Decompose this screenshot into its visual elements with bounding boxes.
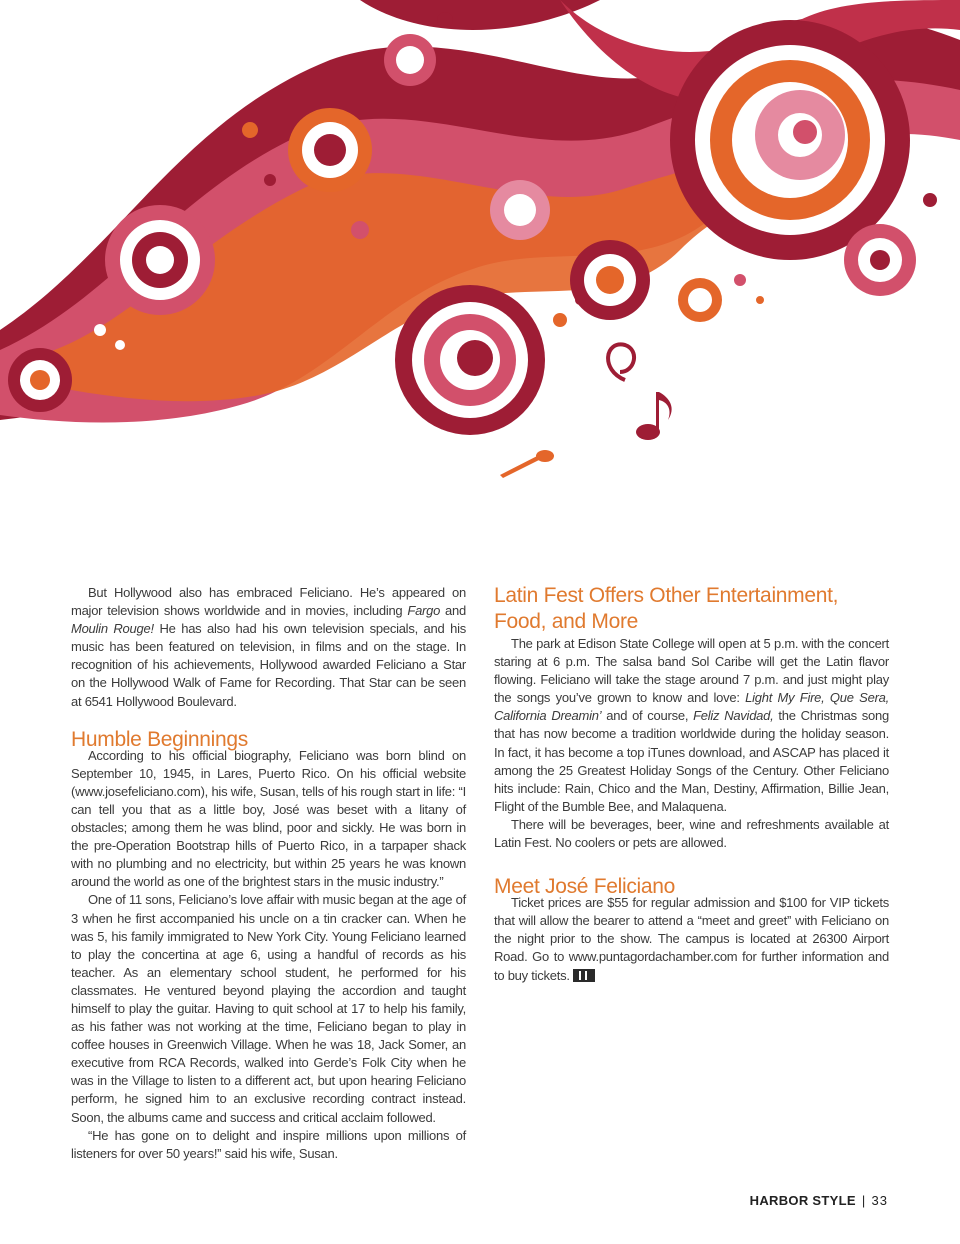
- section-heading: Latin Fest Offers Other Entertainment, Food, and More: [494, 584, 839, 633]
- paragraph: There will be beverages, beer, wine and refreshments available at Latin Fest. No coolers or pets are allowed.: [494, 816, 889, 851]
- paragraph: One of 11 sons, Feliciano’s love affair with music began at the age of 3 when he first accompanied his uncle on a tin cracker can. When he was 5, his family immigrated to New York City. Young Feliciano learned to play the concertina at age 6, using a handful of records as his teacher. As an elementary school student, he performed for his classmates. He ventured beyond playing the accordion and taught himself to play the guitar. Having to quit school at 17 to help his family, as his father was not working at the time, Feliciano began to play in coffee houses in Greenwich Village. When he was 18, Jack Somer, an executive from RCA Records, walked into Gerde’s Folk City when he was in the Village to listen to a different act, but upon hearing Feliciano perform, he signed him to an exclusive recording contract instead. Soon, the albums came and success and critical acclaim followed.: [71, 892, 466, 1125]
- paragraph: Ticket prices are $55 for regular admission and $100 for VIP tickets that will allow the bearer to attend a “meet and greet” with Feliciano on the night prior to the show. The campus is located at 26300 Airport Road. Go to www.puntagordachamber.com for further information and to buy tickets.: [494, 895, 889, 983]
- section-heading: Humble Beginnings: [71, 727, 249, 751]
- page-footer: [750, 1193, 888, 1208]
- paragraph: “He has gone on to delight and inspire millions upon millions of listeners for over 50 years!” said his wife, Susan.: [71, 1127, 466, 1161]
- end-of-article-icon: [573, 969, 595, 982]
- paragraph: But Hollywood also has embraced Feliciano. He’s appeared on major television shows worldwide and in movies, including Fargo and Moulin Rouge! He has also had his own television specials, and his music has been featured on television, in films and on the stage. In recognition of his achievements, Hollywood awarded Feliciano a Star on the Hollywood Walk of Fame for Recording. That Star can be seen at 6541 Hollywood Boulevard.: [71, 585, 466, 709]
- music-note-icon: [500, 450, 554, 478]
- treble-clef-icon: [608, 344, 634, 380]
- right-column: [494, 581, 889, 985]
- page-number: 33: [871, 1193, 888, 1208]
- decorative-swirl-illustration: [0, 0, 960, 490]
- paragraph: The park at Edison State College will open at 5 p.m. with the concert staring at 6 p.m. The salsa band Sol Caribe will get the Latin flavor flowing. Feliciano will take the stage around 7 p.m. and just might play the songs you’ve grown to know and love: Light My Fire, Que Sera, California Dreamin’ and of course, Feliz Navidad, the Christmas song that has now become a tradition worldwide during the holiday season. In fact, it has become a top iTunes download, and ASCAP has placed it among the 25 Greatest Holiday Songs of the Century. Other Feliciano hits include: Rain, Chico and the Man, Destiny, Affirmation, Billie Jean, Flight of the Bumble Bee, and Malaquena.: [494, 636, 889, 814]
- music-note-icon: [636, 392, 672, 440]
- magazine-name: HARBOR STYLE: [749, 1193, 856, 1208]
- paragraph: According to his official biography, Feliciano was born blind on September 10, 1945, in Lares, Puerto Rico. On his official website (www.josefeliciano.com), his wife, Susan, tells of his rough start in life: “I can tell you that as a little boy, José was beset with a litany of obstacles; among them he was blind, poor and sickly. He was born in the pre-Operation Bootstrap hills of Puerto Rico, in a tarpaper shack with no plumbing and no electricity, but within 25 years he was known around the world as one of the brightest stars in the music industry.”: [71, 747, 466, 890]
- left-column: [71, 584, 466, 1163]
- footer-separator: |: [861, 1193, 866, 1208]
- section-heading: Meet José Feliciano: [494, 875, 676, 899]
